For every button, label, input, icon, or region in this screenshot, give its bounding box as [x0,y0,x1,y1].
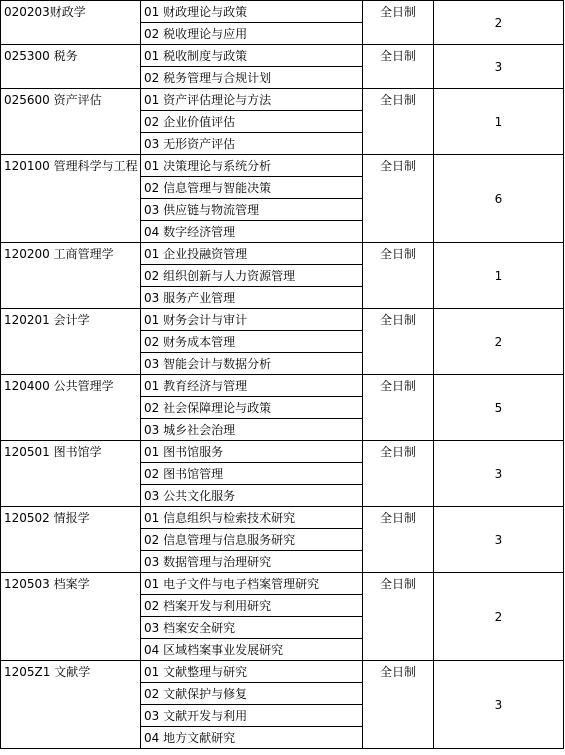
enrollment-quota: 2 [434,309,564,375]
study-mode: 全日制 [363,1,434,45]
research-direction: 03 档案安全研究 [141,617,363,639]
table-row [1,375,564,397]
table-row [1,155,564,177]
major-name: 120100 管理科学与工程 [1,155,141,243]
major-name: 120201 会计学 [1,309,141,375]
study-mode: 全日制 [363,309,434,375]
research-direction: 01 税收制度与政策 [141,45,363,67]
research-direction: 02 企业价值评估 [141,111,363,133]
major-name: 120502 情报学 [1,507,141,573]
table-row [1,89,564,111]
research-direction: 03 供应链与物流管理 [141,199,363,221]
enrollment-quota: 2 [434,573,564,661]
research-direction: 02 税务管理与合规计划 [141,67,363,89]
research-direction: 03 城乡社会治理 [141,419,363,441]
major-name: 120200 工商管理学 [1,243,141,309]
research-direction: 02 社会保障理论与政策 [141,397,363,419]
enrollment-quota: 5 [434,375,564,441]
enrollment-quota: 2 [434,1,564,45]
research-direction: 03 公共文化服务 [141,485,363,507]
research-direction: 04 数字经济管理 [141,221,363,243]
enrollment-quota: 3 [434,441,564,507]
research-direction: 02 税收理论与应用 [141,23,363,45]
research-direction: 02 文献保护与修复 [141,683,363,705]
research-direction: 01 财务会计与审计 [141,309,363,331]
program-table-body [1,1,564,749]
table-row [1,1,564,23]
study-mode: 全日制 [363,441,434,507]
table-row [1,45,564,67]
enrollment-quota: 1 [434,243,564,309]
research-direction: 02 组织创新与人力资源管理 [141,265,363,287]
research-direction: 01 资产评估理论与方法 [141,89,363,111]
major-name: 025600 资产评估 [1,89,141,155]
major-name: 025300 税务 [1,45,141,89]
major-name: 1205Z1 文献学 [1,661,141,749]
table-row [1,441,564,463]
research-direction: 01 电子文件与电子档案管理研究 [141,573,363,595]
enrollment-quota: 3 [434,661,564,749]
research-direction: 01 企业投融资管理 [141,243,363,265]
research-direction: 02 财务成本管理 [141,331,363,353]
research-direction: 03 无形资产评估 [141,133,363,155]
research-direction: 01 财政理论与政策 [141,1,363,23]
research-direction: 02 图书馆管理 [141,463,363,485]
study-mode: 全日制 [363,243,434,309]
major-name: 120400 公共管理学 [1,375,141,441]
research-direction: 04 区域档案事业发展研究 [141,639,363,661]
research-direction: 02 信息管理与信息服务研究 [141,529,363,551]
study-mode: 全日制 [363,661,434,749]
research-direction: 04 地方文献研究 [141,727,363,749]
study-mode: 全日制 [363,155,434,243]
table-row [1,243,564,265]
research-direction: 03 文献开发与利用 [141,705,363,727]
research-direction: 03 数据管理与治理研究 [141,551,363,573]
major-name: 120501 图书馆学 [1,441,141,507]
study-mode: 全日制 [363,507,434,573]
research-direction: 01 信息组织与检索技术研究 [141,507,363,529]
enrollment-quota: 3 [434,45,564,89]
major-name: 020203财政学 [1,1,141,45]
study-mode: 全日制 [363,89,434,155]
major-name: 120503 档案学 [1,573,141,661]
research-direction: 03 智能会计与数据分析 [141,353,363,375]
study-mode: 全日制 [363,45,434,89]
enrollment-quota: 6 [434,155,564,243]
research-direction: 01 教育经济与管理 [141,375,363,397]
study-mode: 全日制 [363,573,434,661]
research-direction: 01 决策理论与系统分析 [141,155,363,177]
research-direction: 02 档案开发与利用研究 [141,595,363,617]
table-row [1,573,564,595]
research-direction: 02 信息管理与智能决策 [141,177,363,199]
table-row [1,507,564,529]
table-row [1,309,564,331]
research-direction: 01 图书馆服务 [141,441,363,463]
enrollment-quota: 3 [434,507,564,573]
research-direction: 01 文献整理与研究 [141,661,363,683]
research-direction: 03 服务产业管理 [141,287,363,309]
table-row [1,661,564,683]
enrollment-quota: 1 [434,89,564,155]
study-mode: 全日制 [363,375,434,441]
